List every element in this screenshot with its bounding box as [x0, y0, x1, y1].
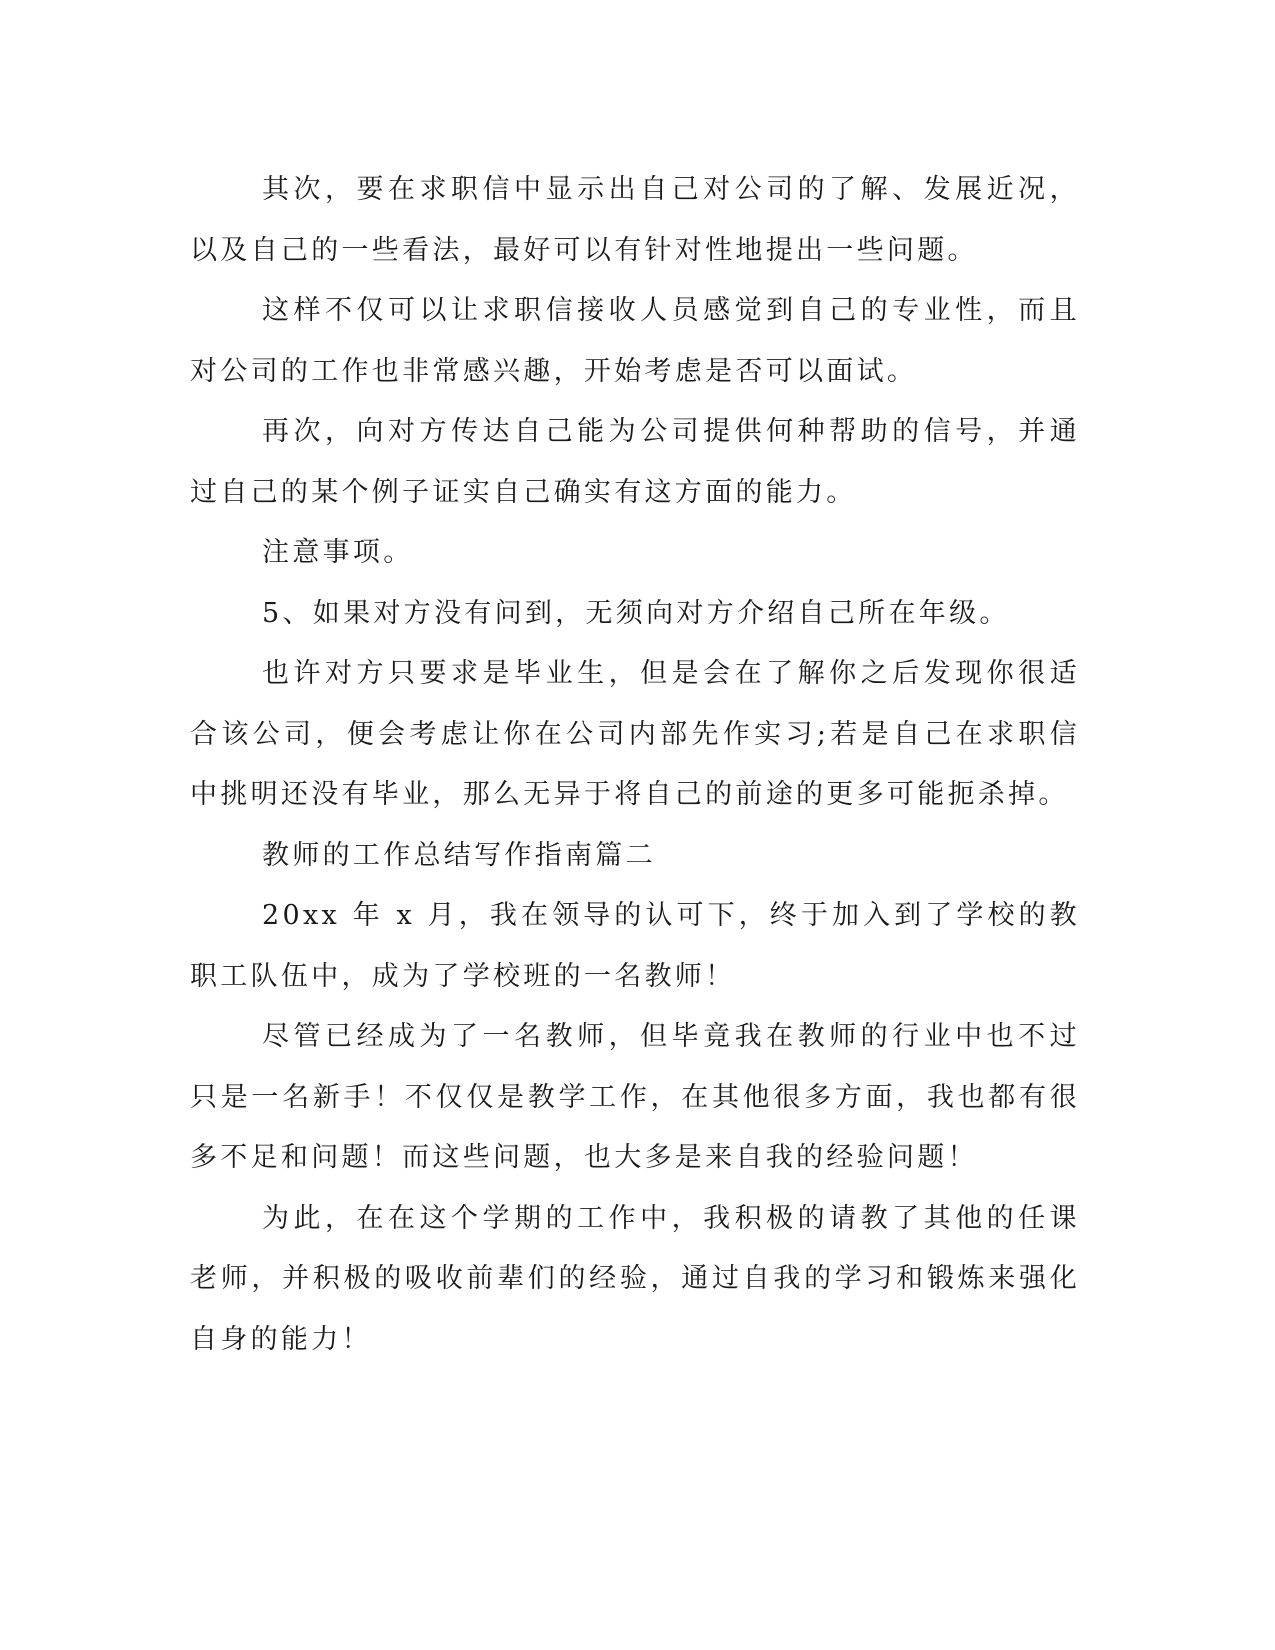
paragraph: 尽管已经成为了一名教师，但毕竟我在教师的行业中也不过只是一名新手！不仅仅是教学工作，在其他很多方面，我也都有很多不足和问题！而这些问题，也大多是来自我的经验问题！ — [190, 1021, 1080, 1173]
paragraph: 这样不仅可以让求职信接收人员感觉到自己的专业性，而且对公司的工作也非常感兴趣，开始考虑是否可以面试。 — [190, 295, 1080, 387]
paragraph: 也许对方只要求是毕业生，但是会在了解你之后发现你很适合该公司，便会考虑让你在公司内部先作实习;若是自己在求职信中挑明还没有毕业，那么无异于将自己的前途的更多可能扼杀掉。 — [190, 658, 1080, 810]
paragraph: 其次，要在求职信中显示出自己对公司的了解、发展近况，以及自己的一些看法，最好可以有针对性地提出一些问题。 — [190, 174, 1080, 266]
paragraph: 为此，在在这个学期的工作中，我积极的请教了其他的任课老师，并积极的吸收前辈们的经验，通过自我的学习和锻炼来强化自身的能力！ — [190, 1202, 1080, 1355]
paragraph: 注意事项。 — [262, 537, 414, 568]
document-body — [190, 160, 1080, 1370]
section-heading: 教师的工作总结写作指南篇二 — [262, 839, 656, 871]
paragraph: 20xx 年 x 月，我在领导的认可下，终于加入到了学校的教职工队伍中，成为了学校班的一名教师！ — [190, 900, 1080, 992]
paragraph: 再次，向对方传达自己能为公司提供何种帮助的信号，并通过自己的某个例子证实自己确实有这方面的能力。 — [190, 416, 1080, 508]
paragraph: 5、如果对方没有问到，无须向对方介绍自己所在年级。 — [262, 597, 1010, 629]
